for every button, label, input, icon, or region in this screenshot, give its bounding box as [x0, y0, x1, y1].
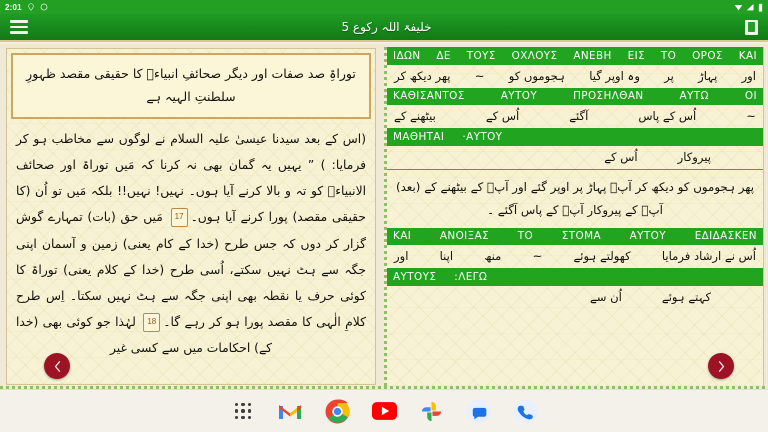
verse-number: 18 — [143, 313, 160, 332]
app-bar — [0, 14, 768, 42]
commentary-body — [7, 119, 375, 361]
hamburger-line — [10, 26, 28, 29]
urdu-gloss-word: پہاڑ — [698, 68, 718, 83]
urdu-gloss-word: آگئے — [569, 109, 589, 123]
messages-glyph — [466, 399, 491, 424]
greek-word: ΑΥΤΟΥ — [500, 90, 538, 102]
greek-word: ΑΝΟΙΞΑΣ — [439, 230, 490, 243]
greek-word: ΟΧΛΟΥΣ — [511, 49, 558, 62]
hamburger-menu-icon[interactable] — [10, 20, 28, 34]
greek-word: ΤΟΥΣ — [466, 49, 496, 62]
urdu-gloss-word: اُس نے ارشاد فرمایا — [661, 249, 756, 264]
greek-word: ΕΙΣ — [627, 49, 646, 62]
urdu-translation-1 — [387, 169, 763, 228]
urdu-gloss-word: وہ اوپر گیا — [589, 68, 640, 83]
gmail-icon[interactable] — [278, 399, 303, 424]
urdu-gloss-5 — [387, 286, 763, 309]
greek-word: ΟΡΟΣ — [692, 49, 723, 62]
urdu-gloss-4 — [387, 245, 763, 268]
wifi-icon — [734, 3, 743, 11]
greek-word: ΕΔΙΔΑΣΚΕΝ — [694, 230, 757, 243]
urdu-gloss-1 — [387, 65, 763, 88]
urdu-gloss-word: بیٹھنے کے — [394, 109, 436, 123]
greek-line-1 — [387, 47, 763, 65]
urdu-gloss-word: ~ — [746, 109, 756, 123]
urdu-gloss-word: کھولتے ہوئے — [573, 249, 631, 264]
greek-word: ΑΝΕΒΗ — [573, 49, 612, 62]
commentary-paragraph-1: (اس کے بعد سیدنا عیسیٰ علیہ السلام نے لوگوں سے مخاطب ہو کر فرمایا: ) ” یہیں یہ گمان بھی نہ کرنا کہ مَیں توراۃ اور صحائف الانبیاءؑ کو تہ و بالا کرنے آیا ہوں۔ نہیں! نہیں!! بلکہ مَیں تو اُن (کا حقیقی مقصد) پورا کرنے آیا ہوں۔ — [16, 132, 366, 225]
status-clock: 2:01 — [5, 2, 22, 12]
greek-word: ΑΥΤΟΥΣ — [393, 270, 437, 283]
book-icon[interactable] — [745, 20, 758, 35]
greek-line-3 — [387, 128, 763, 146]
urdu-gloss-word: اور — [741, 68, 756, 83]
greek-word: ΑΥΤΟΥ — [629, 230, 666, 243]
urdu-gloss-word: اُس کے — [604, 149, 638, 164]
status-bar-right — [734, 3, 763, 12]
greek-word: ΔΕ — [436, 49, 451, 62]
urdu-gloss-word: کہتے ہوئے — [661, 289, 711, 304]
app-drawer-dots — [235, 403, 251, 419]
youtube-glyph — [372, 402, 397, 420]
battery-icon — [758, 3, 763, 12]
commentary-paragraph-2: مَیں حق (بات) تمہارے گوش گزار کر دوں کہ جس طرح (خدا کے کام یعنی) زمین و آسمان اپنی جگہ سے ہٹ نہیں سکتے، اُسی طرح (خدا کے کلام یعنی) توراۃ کا کوئی حرف یا نقطہ بھی اپنی جگہ سے ہٹ نہیں سکتا۔ اِس طرح کلامِ الٰہی کا مقصد پورا ہو کر رہے گا۔ — [16, 210, 366, 329]
urdu-gloss-word: اُس کے پاس — [638, 109, 697, 123]
left-pane — [0, 44, 381, 389]
youtube-icon[interactable] — [372, 399, 397, 424]
chevron-left-icon — [53, 361, 62, 372]
chrome-glyph — [325, 399, 350, 424]
urdu-gloss-word: پھر دیکھ کر — [394, 68, 451, 83]
phone-glyph — [513, 399, 538, 424]
greek-word: ΑΥΤΩ — [679, 90, 709, 102]
commentary-paragraph-3: لہٰذا جو کوئی بھی (خدا کے) احکامات میں سے کسی غیر — [16, 314, 273, 355]
greek-line-4 — [387, 228, 763, 246]
interlinear-panel[interactable] — [384, 47, 764, 386]
next-page-button[interactable] — [708, 353, 734, 379]
urdu-gloss-word: اُن سے — [589, 289, 622, 304]
commentary-heading: توراۃِ صد صفات اور دیگر صحائفِ انبیاءؑ کا حقیقی مقصد ظہورِ سلطنتِ الہیہ ہے — [11, 53, 371, 119]
greek-word: ΜΑΘΗΤΑΙ — [393, 130, 445, 143]
gmail-glyph — [278, 402, 302, 420]
android-dock — [0, 389, 768, 432]
hamburger-line — [10, 31, 28, 34]
greek-word: :ΛΕΓΩ — [454, 270, 488, 283]
greek-line-5 — [387, 268, 763, 286]
greek-word: ΚΑΙ — [393, 230, 412, 243]
urdu-gloss-word: پیروکار — [677, 149, 711, 164]
urdu-translation-text: پھر ہجوموں کو دیکھ کر آپؑ پہاڑ پر اوپر گئے اور آپؑ کے بیٹھنے کے (بعد) آپؑ کے پیروکار آپؑ کے پاس آگئے ۔ — [396, 179, 754, 218]
verse-number: 17 — [171, 208, 188, 227]
right-pane — [381, 44, 768, 389]
greek-word: ΤΟ — [517, 230, 534, 243]
shield-icon — [40, 3, 48, 11]
urdu-gloss-word: ہجوموں کو — [508, 68, 565, 83]
status-bar-left — [5, 3, 48, 12]
urdu-commentary-panel[interactable] — [6, 48, 376, 385]
greek-word: ΠΡΟΣΗΛΘΑΝ — [573, 90, 644, 102]
urdu-gloss-word: اپنا — [439, 249, 454, 264]
greek-word: ·ΑΥΤΟΥ — [462, 130, 503, 143]
urdu-gloss-2 — [387, 105, 763, 128]
book-icon-inner — [748, 22, 755, 32]
greek-word: ΚΑΘΙΣΑΝΤΟΣ — [393, 90, 465, 102]
page-title: خلیفۃ اللہ رکوع 5 — [341, 20, 432, 34]
app-drawer-icon[interactable] — [231, 399, 256, 424]
greek-word: ΤΟ — [660, 49, 677, 62]
urdu-gloss-word: اُس کے — [485, 109, 520, 123]
phone-icon[interactable] — [513, 399, 538, 424]
photos-glyph — [420, 400, 443, 423]
google-photos-icon[interactable] — [419, 399, 444, 424]
previous-page-button[interactable] — [44, 353, 70, 379]
urdu-gloss-word: ~ — [532, 249, 543, 264]
greek-word: ΣΤΟΜΑ — [561, 230, 601, 243]
hamburger-line — [10, 20, 28, 23]
status-bar — [0, 0, 768, 14]
urdu-gloss-3 — [387, 146, 763, 169]
greek-word: ΙΔΩΝ — [393, 49, 421, 62]
messages-icon[interactable] — [466, 399, 491, 424]
greek-word: ΚΑΙ — [738, 49, 757, 62]
signal-icon — [746, 3, 755, 11]
urdu-gloss-word: پر — [664, 68, 674, 83]
greek-word: ΟΙ — [744, 90, 757, 102]
content-area — [0, 44, 768, 389]
chrome-icon[interactable] — [325, 399, 350, 424]
urdu-gloss-word: منھ — [484, 249, 502, 264]
greek-line-2 — [387, 88, 763, 106]
urdu-gloss-word: ~ — [474, 68, 485, 83]
chevron-right-icon — [717, 361, 726, 372]
location-icon — [27, 3, 35, 11]
urdu-gloss-word: اور — [394, 249, 409, 264]
